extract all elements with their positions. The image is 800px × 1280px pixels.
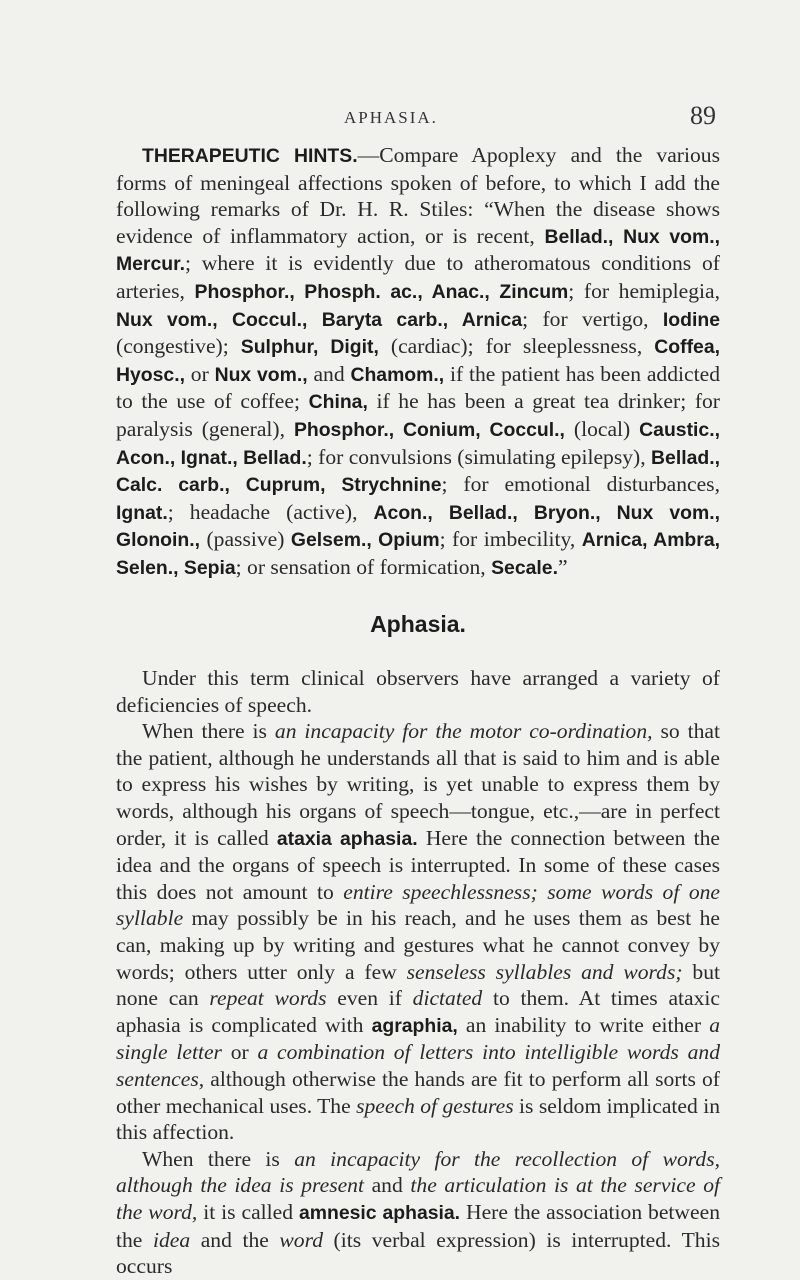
bold-term: Caustic., Acon., Ignat., Bellad. xyxy=(116,418,720,469)
text-run: ; headache (active), xyxy=(167,499,374,524)
section-heading: Aphasia. xyxy=(370,610,466,637)
bold-term: Acon., Bellad., Bryon., Nux vom., Glonoin., xyxy=(116,501,720,552)
text-run: or xyxy=(184,361,215,386)
text-run: even if xyxy=(326,986,413,1011)
italic-phrase: repeat words xyxy=(209,986,327,1011)
bold-term: China, xyxy=(308,391,368,414)
text-run: Under this term clinical observers have arranged a variety of deficiencies of speech. xyxy=(116,666,720,717)
bold-term: Nux vom., Coccul., Baryta carb., Arnica xyxy=(116,308,523,331)
text-run: if he has been a great tea drinker; for paralysis (general), xyxy=(116,389,720,441)
text-run: (passive) xyxy=(200,527,291,552)
text-run: ; where it is evidently due to atheromatous conditions of arteries, xyxy=(116,251,720,303)
text-run: is seldom implicated in this affection. xyxy=(116,1093,721,1145)
bold-term: Sulphur, Digit, xyxy=(240,336,379,359)
text-run: an inability to write either xyxy=(457,1012,710,1037)
page-number: 89 xyxy=(690,101,716,130)
italic-phrase: a single letter xyxy=(116,1012,720,1065)
bold-term: amnesic aphasia. xyxy=(298,1201,461,1224)
text-run: although otherwise the hands are fit to perform all sorts of other mechanical uses. The xyxy=(116,1067,720,1118)
text-run: and xyxy=(307,361,351,386)
italic-phrase: idea xyxy=(152,1227,191,1252)
bold-term: Chamom., xyxy=(350,363,445,386)
text-run: Here the association between the xyxy=(116,1199,720,1252)
italic-phrase: an incapacity for the recollection of words, although the idea is present xyxy=(116,1146,720,1198)
text-run: and the xyxy=(190,1227,280,1252)
text-run: ; for hemiplegia, xyxy=(568,278,720,303)
text-run: ” xyxy=(557,554,568,579)
running-head: APHASIA. xyxy=(344,108,438,127)
bold-term: Phosphor., Phosph. ac., Anac., Zincum xyxy=(194,280,569,303)
text-run: or xyxy=(221,1040,258,1065)
text-run: Here the connection between the idea and the organs of speech is interrupted. In some of these cases this does not amount to xyxy=(116,825,721,904)
italic-phrase: entire speechlessness; some words of one syllable xyxy=(116,879,720,931)
text-run: ; for emotional disturbances, xyxy=(441,472,720,497)
bold-term: Nux vom., xyxy=(214,363,308,386)
bold-term: ataxia aphasia. xyxy=(276,827,418,850)
bold-term: Ignat. xyxy=(116,501,168,524)
amnesic-aphasia-paragraph xyxy=(116,1146,720,1280)
intro-paragraph xyxy=(116,665,720,718)
text-run: and xyxy=(363,1173,411,1198)
text-run: ; for convulsions (simulating epilepsy), xyxy=(306,444,652,469)
italic-phrase: the articulation is at the service of the word, xyxy=(116,1173,720,1224)
italic-phrase: dictated xyxy=(412,986,483,1011)
text-run: to them. At times ataxic aphasia is complicated with xyxy=(116,986,720,1037)
text-run: it is called xyxy=(197,1199,299,1224)
bold-term: Bellad., Nux vom., Mercur. xyxy=(116,225,720,276)
text-run: ; for vertigo, xyxy=(522,306,663,331)
bold-term: Coffea, Hyosc., xyxy=(116,336,721,386)
page-header xyxy=(116,100,716,130)
text-run: When there is xyxy=(142,719,275,744)
text-run: ; or sensation of formication, xyxy=(235,554,492,579)
text-run: ; for imbecility, xyxy=(439,527,582,552)
bold-term: agraphia, xyxy=(371,1014,458,1037)
text-run: but none can xyxy=(116,959,721,1011)
bold-term: Bellad., Calc. carb., Cuprum, Strychnine xyxy=(116,446,720,497)
italic-phrase: word xyxy=(279,1227,323,1252)
italic-phrase: a combination of letters into intelligible words and sentences, xyxy=(116,1040,720,1091)
body-text xyxy=(116,142,720,1280)
text-run: (local) xyxy=(564,416,640,441)
bold-term: THERAPEUTIC HINTS. xyxy=(142,145,358,167)
bold-term: Secale. xyxy=(491,556,558,579)
italic-phrase: speech of gestures xyxy=(356,1093,514,1118)
text-run: (congestive); xyxy=(116,334,241,359)
ataxia-aphasia-paragraph xyxy=(116,718,720,1146)
text-run: (cardiac); for sleeplessness, xyxy=(378,334,655,359)
text-run: (its verbal expression) is interrupted. This occurs xyxy=(116,1227,720,1279)
text-run: When there is xyxy=(142,1146,295,1171)
therapeutic-hints-paragraph xyxy=(116,142,720,582)
bold-term: Phosphor., Conium, Coccul., xyxy=(293,418,565,441)
text-run: may possibly be in his reach, and he uses them as best he can, making up by writing and gestures what he cannot convey by words; others utter only a few xyxy=(116,906,720,984)
bold-term: Gelsem., Opium xyxy=(290,529,440,552)
text-run: —Compare Apoplexy and the various forms of meningeal affections spoken of before, to which I add the following remarks of Dr. H. R. Stiles: “When the disease shows evidence of inflammatory action, or is recent, xyxy=(116,143,720,248)
bold-term: Iodine xyxy=(662,308,721,331)
text-run: if the patient has been addicted to the use of coffee; xyxy=(116,361,720,414)
italic-phrase: senseless syllables and words; xyxy=(406,959,683,984)
italic-phrase: an incapacity for the motor co-ordination, xyxy=(274,719,653,744)
text-run: so that the patient, although he understands all that is said to him and is able to express his wishes by writing, is yet unable to express them by words, although his organs of speech—tongue, etc.,—are in perfect order, it is called xyxy=(116,719,720,850)
bold-term: Arnica, Ambra, Selen., Sepia xyxy=(116,529,720,579)
